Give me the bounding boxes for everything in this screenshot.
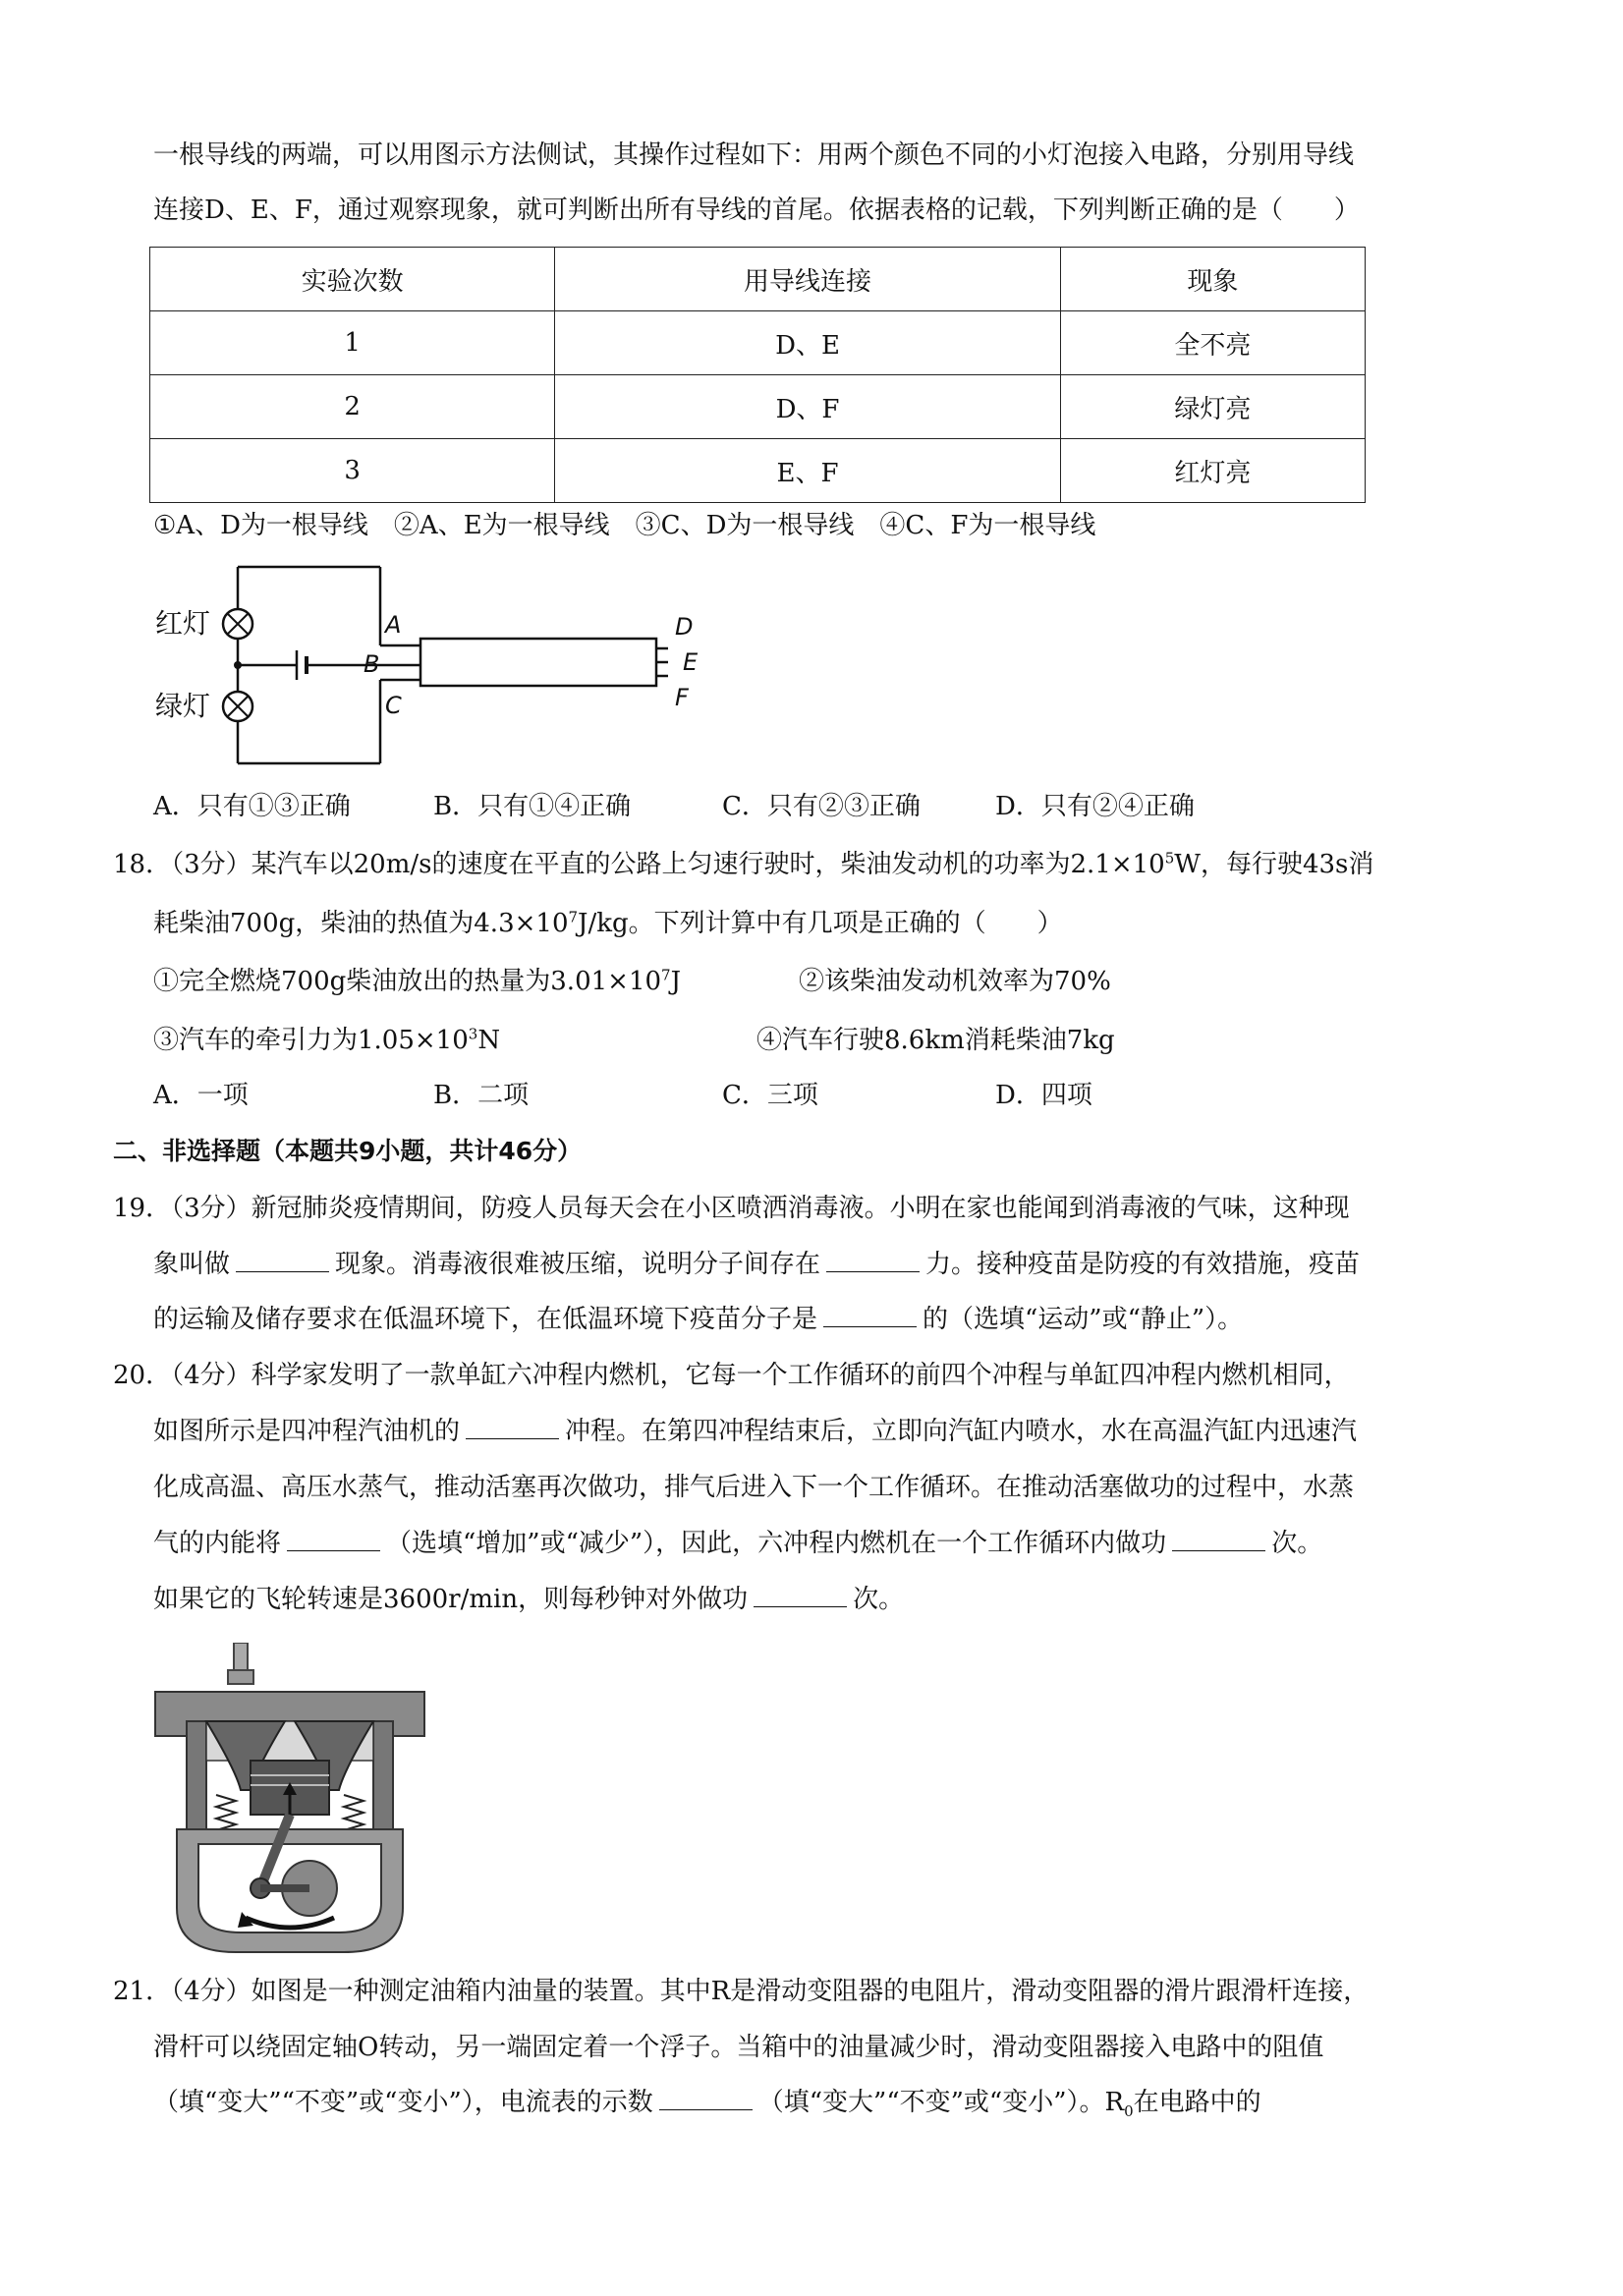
q20-blank-4[interactable] xyxy=(754,1581,847,1607)
q18-s1-a: ①完全燃烧700g柴油放出的热量为3.01×10 xyxy=(153,967,662,996)
green-lamp-icon xyxy=(223,692,252,721)
q18-s3-a: ③汽车的牵引力为1.05×10 xyxy=(153,1026,469,1055)
table-header-row xyxy=(150,248,1366,311)
table-header-cell: 实验次数 xyxy=(150,248,555,311)
q18-line1-b: W，每行驶43s消 xyxy=(1174,850,1374,879)
q20-text-line-1: 20．（4分）科学家发明了一款单缸六冲程内燃机，它每一个工作循环的前四个冲程与单缸四冲程内燃机相同， xyxy=(113,1361,1350,1390)
q18-line2-b: J/kg。下列计算中有几项是正确的（ ） xyxy=(578,909,1063,938)
table-header-cell: 现象 xyxy=(1060,248,1365,311)
q19-blank-2[interactable] xyxy=(826,1246,920,1272)
q18-statements-row-2 xyxy=(153,1021,1115,1060)
q18-line1-a: 18．（3分）某汽车以20m/s的速度在平直的公路上匀速行驶时，柴油发动机的功率为2.1×10 xyxy=(113,850,1165,879)
q20-l4-a: 气的内能将 xyxy=(153,1529,282,1558)
q20-blank-2[interactable] xyxy=(287,1525,380,1551)
q18-s1-b: J xyxy=(670,967,682,996)
terminal-label-c: C xyxy=(385,692,402,719)
q20-text-line-2 xyxy=(153,1412,1357,1451)
q17-option-a[interactable]: A．只有①③正确 xyxy=(153,792,351,821)
q19-l2-a: 象叫做 xyxy=(153,1250,231,1279)
q18-option-b[interactable]: B．二项 xyxy=(433,1081,530,1110)
table-cell: 全不亮 xyxy=(1060,311,1365,375)
q20-text-line-3: 化成高温、高压水蒸气，推动活塞再次做功，排气后进入下一个工作循环。在推动活塞做功的过程中，水蒸 xyxy=(153,1473,1355,1502)
q18-statement-1 xyxy=(153,962,799,1001)
q18-s3-b: N xyxy=(477,1026,501,1055)
q20-l5-b: 次。 xyxy=(853,1585,905,1614)
q21-l3-c: 在电路中的 xyxy=(1133,2088,1261,2117)
terminal-label-d: D xyxy=(675,613,694,641)
q17-option-d[interactable]: D．只有②④正确 xyxy=(995,792,1195,821)
q20-l5-a: 如果它的飞轮转速是3600r/min，则每秒钟对外做功 xyxy=(153,1585,749,1614)
q21-blank-1[interactable] xyxy=(659,2084,753,2110)
q17-text-line-2: 连接D、E、F，通过观察现象，就可判断出所有导线的首尾。依据表格的记载，下列判断正确的是（ ） xyxy=(153,196,1360,225)
table-cell: 3 xyxy=(150,439,555,503)
engine-cylinder-diagram xyxy=(147,1643,442,1957)
q18-text-line-1 xyxy=(113,845,1373,884)
q17-statements: ①A、D为一根导线 ②A、E为一根导线 ③C、D为一根导线 ④C、F为一根导线 xyxy=(153,511,1096,540)
q20-blank-3[interactable] xyxy=(1172,1525,1265,1551)
q21-text-line-2: 滑杆可以绕固定轴O转动，另一端固定着一个浮子。当箱中的油量减少时，滑动变阻器接入电路中的阻值 xyxy=(153,2033,1324,2062)
table-row xyxy=(150,311,1366,375)
q19-l3-b: 的（选填“运动”或“静止”）。 xyxy=(923,1305,1244,1334)
red-lamp-icon xyxy=(223,609,252,639)
q17-option-b[interactable]: B．只有①④正确 xyxy=(433,792,632,821)
q19-text-line-1: 19．（3分）新冠肺炎疫情期间，防疫人员每天会在小区喷洒消毒液。小明在家也能闻到消毒液的气味，这种现 xyxy=(113,1194,1350,1223)
table-cell: D、E xyxy=(555,311,1060,375)
q20-l4-b: （选填“增加”或“减少”），因此，六冲程内燃机在一个工作循环内做功 xyxy=(386,1529,1167,1558)
red-lamp-label: 红灯 xyxy=(155,607,211,640)
q20-l2-a: 如图所示是四冲程汽油机的 xyxy=(153,1417,461,1446)
terminal-label-e: E xyxy=(683,648,699,676)
table-cell: D、F xyxy=(555,375,1060,439)
q19-l2-b: 现象。消毒液很难被压缩，说明分子间存在 xyxy=(335,1250,821,1279)
q18-option-c[interactable]: C．三项 xyxy=(722,1081,818,1110)
table-cell: E、F xyxy=(555,439,1060,503)
q17-text-line-1: 一根导线的两端，可以用图示方法侧试，其操作过程如下：用两个颜色不同的小灯泡接入电路，分别用导线 xyxy=(153,140,1355,170)
terminal-label-b: B xyxy=(364,650,380,678)
q19-text-line-3 xyxy=(153,1300,1243,1339)
table-cell: 1 xyxy=(150,311,555,375)
q18-statement-2: ②该柴油发动机效率为70% xyxy=(799,967,1111,996)
q18-option-a[interactable]: A．一项 xyxy=(153,1081,249,1110)
experiment-table xyxy=(149,247,1366,503)
junction-dot xyxy=(234,661,242,669)
q18-statements-row-1 xyxy=(153,962,1111,1001)
terminal-label-a: A xyxy=(385,611,402,639)
circuit-diagram xyxy=(147,562,717,778)
terminal-label-f: F xyxy=(675,684,689,711)
q20-l4-c: 次。 xyxy=(1271,1529,1323,1558)
q21-text-line-1: 21．（4分）如图是一种测定油箱内油量的装置。其中R是滑动变阻器的电阻片，滑动变阻器的滑片跟滑杆连接， xyxy=(113,1977,1370,2006)
table-row xyxy=(150,439,1366,503)
q20-text-line-4 xyxy=(153,1524,1322,1563)
q18-s3-exp: 3 xyxy=(468,1025,478,1043)
q19-l2-c: 力。接种疫苗是防疫的有效措施，疫苗 xyxy=(925,1250,1361,1279)
q21-l3-sub: 0 xyxy=(1124,2102,1134,2121)
q21-l3-b: （填“变大”“不变”或“变小”）。R xyxy=(757,2088,1125,2117)
q20-blank-1[interactable] xyxy=(466,1413,559,1439)
q19-l3-a: 的运输及储存要求在低温环境下，在低温环境下疫苗分子是 xyxy=(153,1305,818,1334)
q21-l3-a: （填“变大”“不变”或“变小”），电流表的示数 xyxy=(153,2088,653,2117)
q19-blank-1[interactable] xyxy=(236,1246,329,1272)
q18-line2-exp: 7 xyxy=(568,908,579,926)
q18-line1-exp: 5 xyxy=(1164,849,1175,868)
q18-text-line-2 xyxy=(153,904,1063,943)
table-cell: 2 xyxy=(150,375,555,439)
q18-option-d[interactable]: D．四项 xyxy=(995,1081,1092,1110)
q19-text-line-2 xyxy=(153,1245,1360,1284)
green-lamp-label: 绿灯 xyxy=(155,690,211,722)
q18-s1-exp: 7 xyxy=(661,966,671,984)
table-row xyxy=(150,375,1366,439)
table-header-cell: 用导线连接 xyxy=(555,248,1060,311)
q21-text-line-3 xyxy=(153,2083,1261,2122)
q18-options xyxy=(153,1076,1092,1115)
q17-options xyxy=(153,787,1195,826)
q20-l2-b: 冲程。在第四冲程结束后，立即向汽缸内喷水，水在高温汽缸内迅速汽 xyxy=(565,1417,1358,1446)
q19-blank-3[interactable] xyxy=(823,1301,917,1327)
q18-statement-3 xyxy=(153,1021,756,1060)
table-cell: 绿灯亮 xyxy=(1060,375,1365,439)
q18-line2-a: 耗柴油700g，柴油的热值为4.3×10 xyxy=(153,909,569,938)
q20-text-line-5 xyxy=(153,1580,904,1619)
q17-option-c[interactable]: C．只有②③正确 xyxy=(722,792,921,821)
section-heading: 二、非选择题（本题共9小题，共计46分） xyxy=(113,1137,583,1165)
q18-statement-4: ④汽车行驶8.6km消耗柴油7kg xyxy=(756,1026,1115,1055)
table-cell: 红灯亮 xyxy=(1060,439,1365,503)
